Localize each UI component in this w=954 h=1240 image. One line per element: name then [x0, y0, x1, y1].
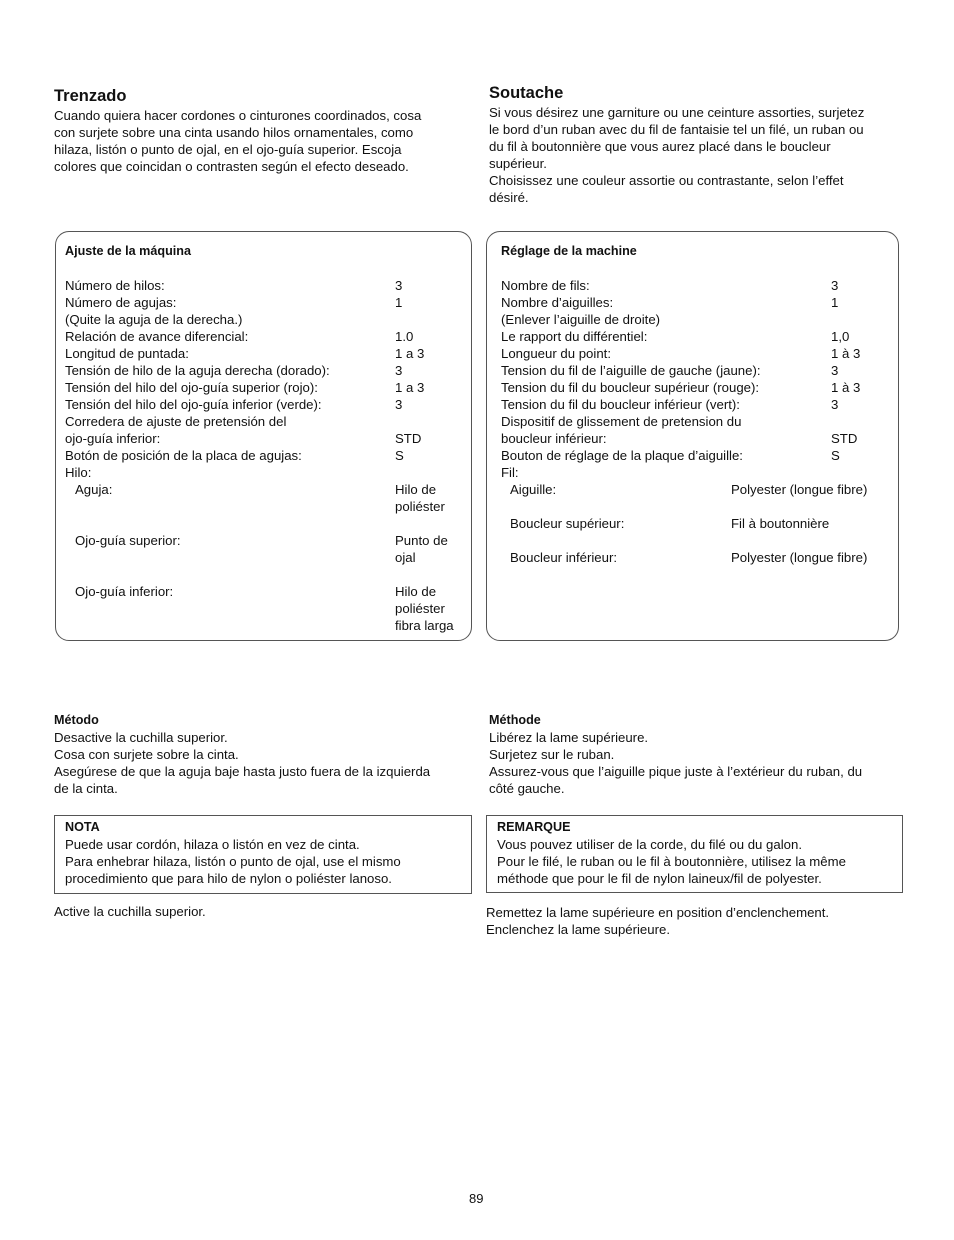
- settings-label: (Enlever l’aiguille de droite): [501, 312, 661, 327]
- thread-label-needle-es: Aguja:: [75, 482, 113, 497]
- settings-label: ojo-guía inferior:: [65, 431, 161, 446]
- thread-value-lower-es: Hilo de poliéster fibra larga: [395, 584, 454, 633]
- settings-row: [501, 294, 891, 311]
- settings-value: 3: [395, 363, 403, 378]
- settings-label: Botón de posición de la placa de agujas:: [65, 448, 302, 463]
- method-heading-fr: Méthode: [489, 713, 541, 727]
- method-text-fr: Libérez la lame supérieure. Surjetez sur le ruban. Assurez-vous que l’aiguille pique juste à l’extérieur du ruban, du côté gauche.: [489, 730, 863, 796]
- settings-value: 1.0: [395, 329, 414, 344]
- settings-row: [501, 277, 891, 294]
- settings-label: Le rapport du différentiel:: [501, 329, 648, 344]
- settings-value: S: [831, 448, 840, 463]
- settings-label: Tension du fil du boucleur supérieur (rouge):: [501, 380, 760, 395]
- settings-heading-fr: Réglage de la machine: [501, 244, 637, 258]
- settings-value: 1 a 3: [395, 346, 425, 361]
- settings-value: STD: [831, 431, 858, 446]
- settings-row: [501, 311, 891, 328]
- settings-label: Hilo:: [65, 465, 92, 480]
- title-soutache: Soutache: [489, 84, 564, 102]
- thread-list-fr: [501, 481, 891, 591]
- thread-value-upper-es: Punto de ojal: [395, 533, 448, 565]
- note-heading-es: NOTA: [65, 820, 100, 834]
- settings-value: 3: [831, 278, 839, 293]
- settings-row: [65, 413, 465, 430]
- settings-row: [501, 396, 891, 413]
- settings-value: 1 à 3: [831, 380, 861, 395]
- page-number: 89: [469, 1191, 484, 1206]
- thread-label-upper-fr: Boucleur supérieur:: [510, 516, 625, 531]
- settings-label: Nombre d’aiguilles:: [501, 295, 614, 310]
- settings-label: Número de hilos:: [65, 278, 165, 293]
- settings-label: Bouton de réglage de la plaque d’aiguille:: [501, 448, 743, 463]
- settings-label: Dispositif de glissement de pretension du: [501, 414, 742, 429]
- settings-row: [501, 430, 891, 447]
- settings-label: Tensión del hilo del ojo-guía superior (rojo):: [65, 380, 318, 395]
- settings-row: [65, 430, 465, 447]
- settings-label: Relación de avance diferencial:: [65, 329, 249, 344]
- settings-value: 3: [831, 363, 839, 378]
- settings-row: [65, 464, 465, 481]
- settings-row: [65, 396, 465, 413]
- settings-label: boucleur inférieur:: [501, 431, 607, 446]
- intro-soutache: Si vous désirez une garniture ou une ceinture assorties, surjetez le bord d’un ruban avec du fil de fantaisie tel un filé, un ruban ou du fil à boutonnière que vous aurez placé dans le boucleur supérieur. Choisissez une couleur assortie ou contrastante, selon l’effet désiré.: [489, 105, 865, 205]
- settings-value: 3: [395, 397, 403, 412]
- settings-value: 1: [831, 295, 839, 310]
- note-box-es: [54, 815, 472, 894]
- settings-label: Nombre de fils:: [501, 278, 590, 293]
- note-text-es: Puede usar cordón, hilaza o listón en vez de cinta. Para enhebrar hilaza, listón o punto de ojal, use el mismo procedimiento que para hilo de nylon o poliéster lanoso.: [65, 837, 401, 886]
- settings-row: [501, 447, 891, 464]
- settings-value: 1 à 3: [831, 346, 861, 361]
- settings-row: [501, 464, 891, 481]
- settings-label: Longueur du point:: [501, 346, 611, 361]
- note-text-fr: Vous pouvez utiliser de la corde, du filé ou du galon. Pour le filé, le ruban ou le fil à boutonnière, utilisez la même méthode que pour le fil de nylon laineux/fil de polyester.: [497, 837, 846, 886]
- settings-value: 1 a 3: [395, 380, 425, 395]
- settings-row: [501, 362, 891, 379]
- settings-label: (Quite la aguja de la derecha.): [65, 312, 243, 327]
- thread-label-lower-fr: Boucleur inférieur:: [510, 550, 618, 565]
- settings-value: 3: [831, 397, 839, 412]
- settings-row: [501, 345, 891, 362]
- title-trenzado: Trenzado: [54, 87, 127, 105]
- method-heading-es: Método: [54, 713, 99, 727]
- settings-row: [65, 311, 465, 328]
- settings-row: [501, 379, 891, 396]
- settings-label: Tension du fil du boucleur inférieur (vert):: [501, 397, 740, 412]
- after-text-fr: Remettez la lame supérieure en position d’enclenchement. Enclenchez la lame supérieure.: [486, 905, 830, 937]
- after-text-es: Active la cuchilla superior.: [54, 904, 206, 919]
- thread-list-es: [65, 481, 465, 641]
- settings-value: 1,0: [831, 329, 850, 344]
- settings-label: Longitud de puntada:: [65, 346, 189, 361]
- settings-label: Tension du fil de l’aiguille de gauche (jaune):: [501, 363, 761, 378]
- settings-row: [501, 413, 891, 430]
- settings-row: [65, 294, 465, 311]
- settings-label: Tensión de hilo de la aguja derecha (dorado):: [65, 363, 330, 378]
- note-heading-fr: REMARQUE: [497, 820, 571, 834]
- settings-row: [65, 447, 465, 464]
- thread-value-needle-es: Hilo de poliéster: [395, 482, 445, 514]
- settings-row: [65, 345, 465, 362]
- intro-trenzado: Cuando quiera hacer cordones o cinturones coordinados, cosa con surjete sobre una cinta usando hilos ornamentales, como hilaza, listón o punto de ojal, en el ojo-guía superior. Escoja colores que coincidan o contrasten según el efecto deseado.: [54, 108, 422, 174]
- settings-value: STD: [395, 431, 422, 446]
- settings-label: Corredera de ajuste de pretensión del: [65, 414, 287, 429]
- settings-box-fr: [486, 231, 899, 641]
- settings-row: [65, 379, 465, 396]
- settings-list-es: [65, 277, 465, 487]
- settings-list-fr: [501, 277, 891, 487]
- thread-value-lower-fr: Polyester (longue fibre): [731, 550, 868, 565]
- settings-row: [65, 328, 465, 345]
- settings-row: [501, 328, 891, 345]
- thread-label-needle-fr: Aiguille:: [510, 482, 557, 497]
- settings-value: S: [395, 448, 404, 463]
- note-box-fr: [486, 815, 903, 893]
- settings-value: 1: [395, 295, 403, 310]
- method-text-es: Desactive la cuchilla superior. Cosa con surjete sobre la cinta. Asegúrese de que la aguja baje hasta justo fuera de la izquierda de la cinta.: [54, 730, 431, 796]
- settings-heading-es: Ajuste de la máquina: [65, 244, 191, 258]
- thread-value-needle-fr: Polyester (longue fibre): [731, 482, 868, 497]
- settings-row: [65, 362, 465, 379]
- settings-label: Número de agujas:: [65, 295, 177, 310]
- settings-box-es: [55, 231, 472, 641]
- settings-label: Tensión del hilo del ojo-guía inferior (verde):: [65, 397, 322, 412]
- thread-value-upper-fr: Fil à boutonnière: [731, 516, 830, 531]
- settings-label: Fil:: [501, 465, 519, 480]
- thread-label-upper-es: Ojo-guía superior:: [75, 533, 181, 548]
- settings-value: 3: [395, 278, 403, 293]
- thread-label-lower-es: Ojo-guía inferior:: [75, 584, 174, 599]
- settings-row: [65, 277, 465, 294]
